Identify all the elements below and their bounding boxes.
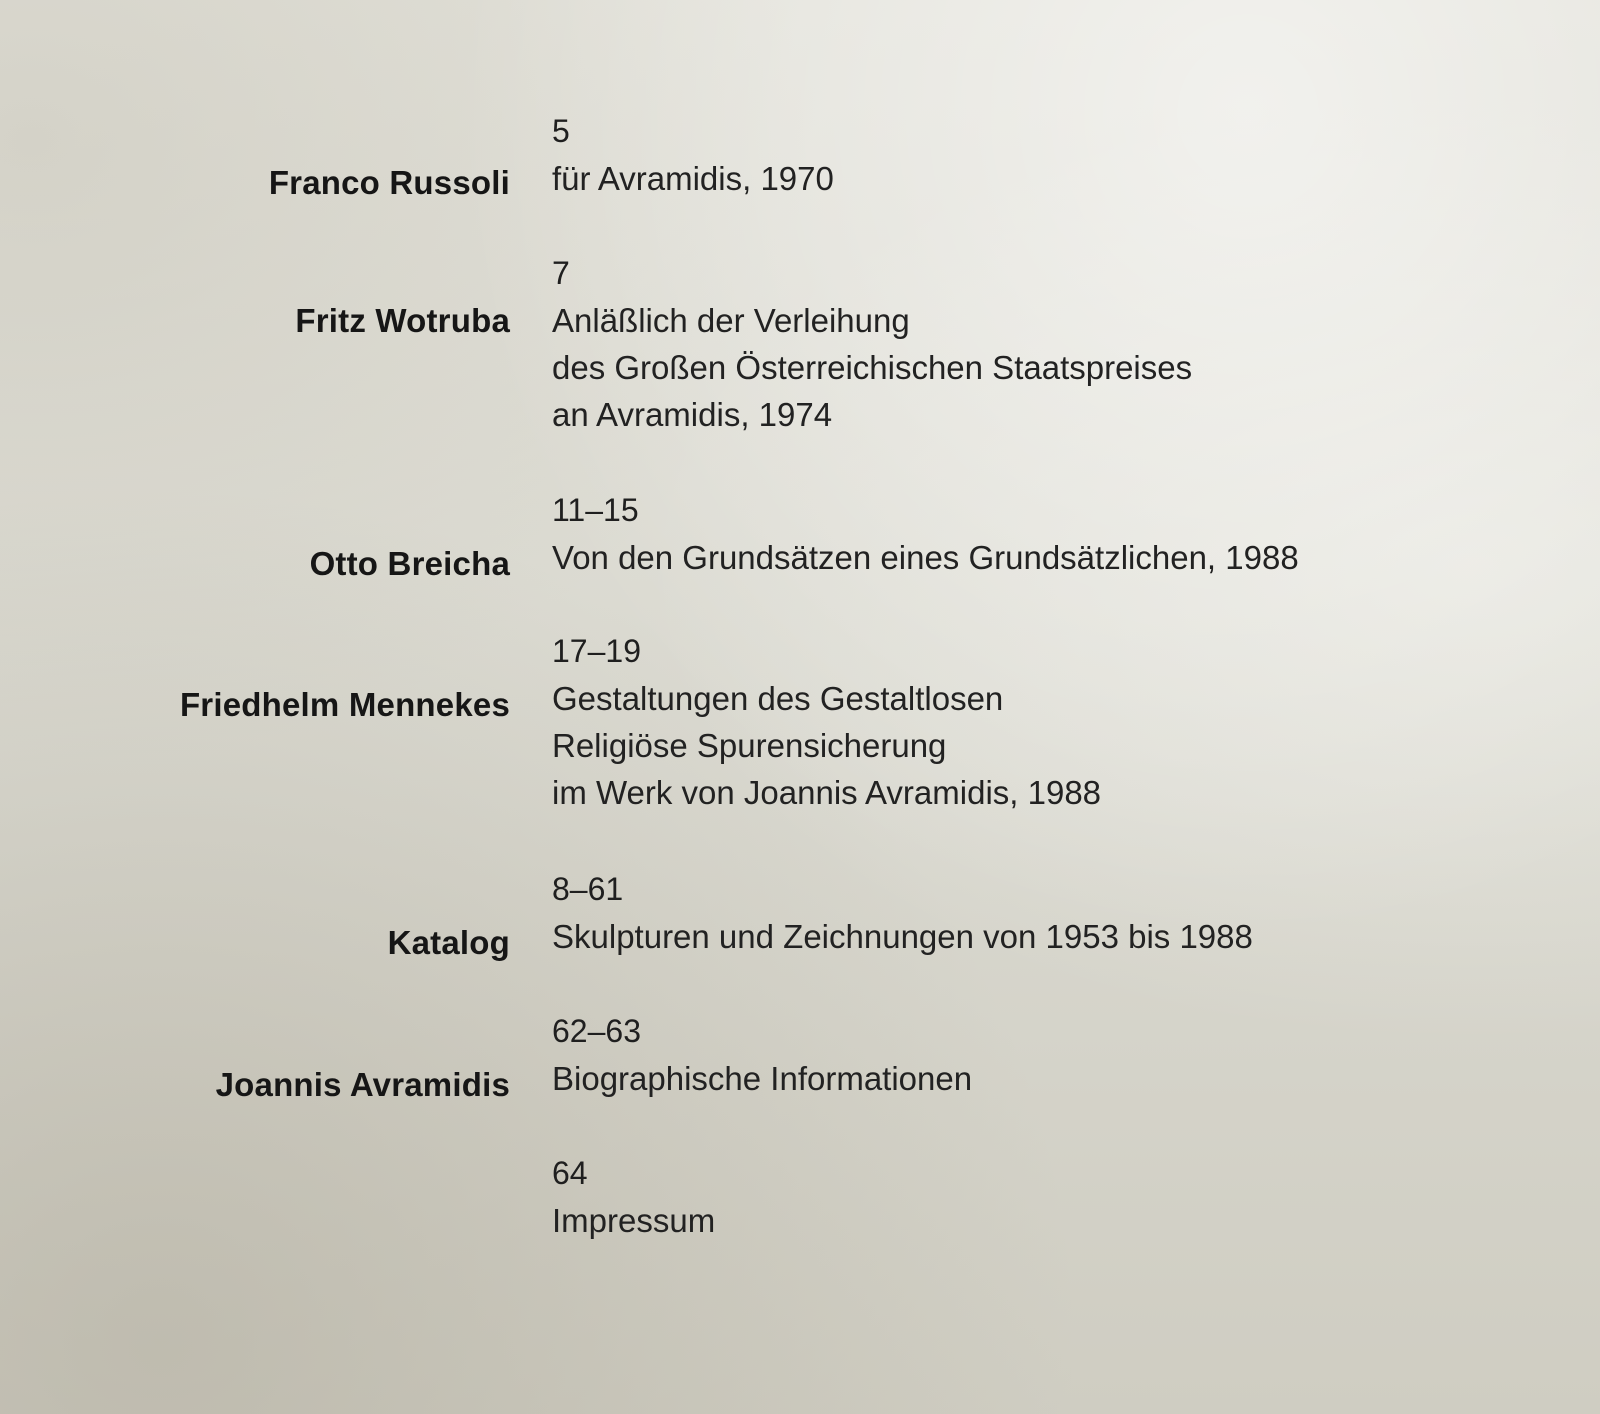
toc-author: Joannis Avramidis <box>215 1066 510 1103</box>
toc-title-line: im Werk von Joannis Avramidis, 1988 <box>552 774 1102 811</box>
toc-title-line: Gestaltungen des Gestaltlosen <box>552 680 1004 717</box>
toc-content <box>552 628 1101 816</box>
toc-title-line: Anläßlich der Verleihung <box>552 302 910 339</box>
toc-author: Fritz Wotruba <box>295 302 510 339</box>
toc-page-numbers: 5 <box>552 113 570 149</box>
toc-author: Franco Russoli <box>268 164 510 201</box>
toc-title-line: Religiöse Spurensicherung <box>552 727 947 764</box>
toc-content <box>552 1150 715 1244</box>
toc-content <box>552 1008 972 1102</box>
toc-title-line: Biographische Informationen <box>552 1060 973 1097</box>
toc-title-line: für Avramidis, 1970 <box>552 160 834 197</box>
toc-page-numbers: 17–19 <box>552 633 641 669</box>
toc-content <box>552 487 1299 581</box>
toc-author: Friedhelm Mennekes <box>179 686 510 723</box>
toc-page-numbers: 62–63 <box>552 1013 641 1049</box>
toc-content <box>552 866 1253 960</box>
toc-page-numbers: 64 <box>552 1155 588 1191</box>
toc-title-line: Von den Grundsätzen eines Grundsätzlichen, 1988 <box>552 539 1299 576</box>
toc-title-line: an Avramidis, 1974 <box>552 396 833 433</box>
toc-content <box>552 250 1192 438</box>
toc-author: Katalog <box>387 924 510 961</box>
toc-page-numbers: 8–61 <box>552 871 624 907</box>
toc-page-numbers: 11–15 <box>552 492 639 528</box>
toc-page-numbers: 7 <box>552 255 570 291</box>
toc-title-line: des Großen Österreichischen Staatspreises <box>552 349 1193 386</box>
toc-title-line: Impressum <box>552 1202 716 1239</box>
toc-title-line: Skulpturen und Zeichnungen von 1953 bis 1988 <box>552 918 1253 955</box>
toc-content <box>552 108 834 202</box>
toc-author: Otto Breicha <box>309 545 510 582</box>
